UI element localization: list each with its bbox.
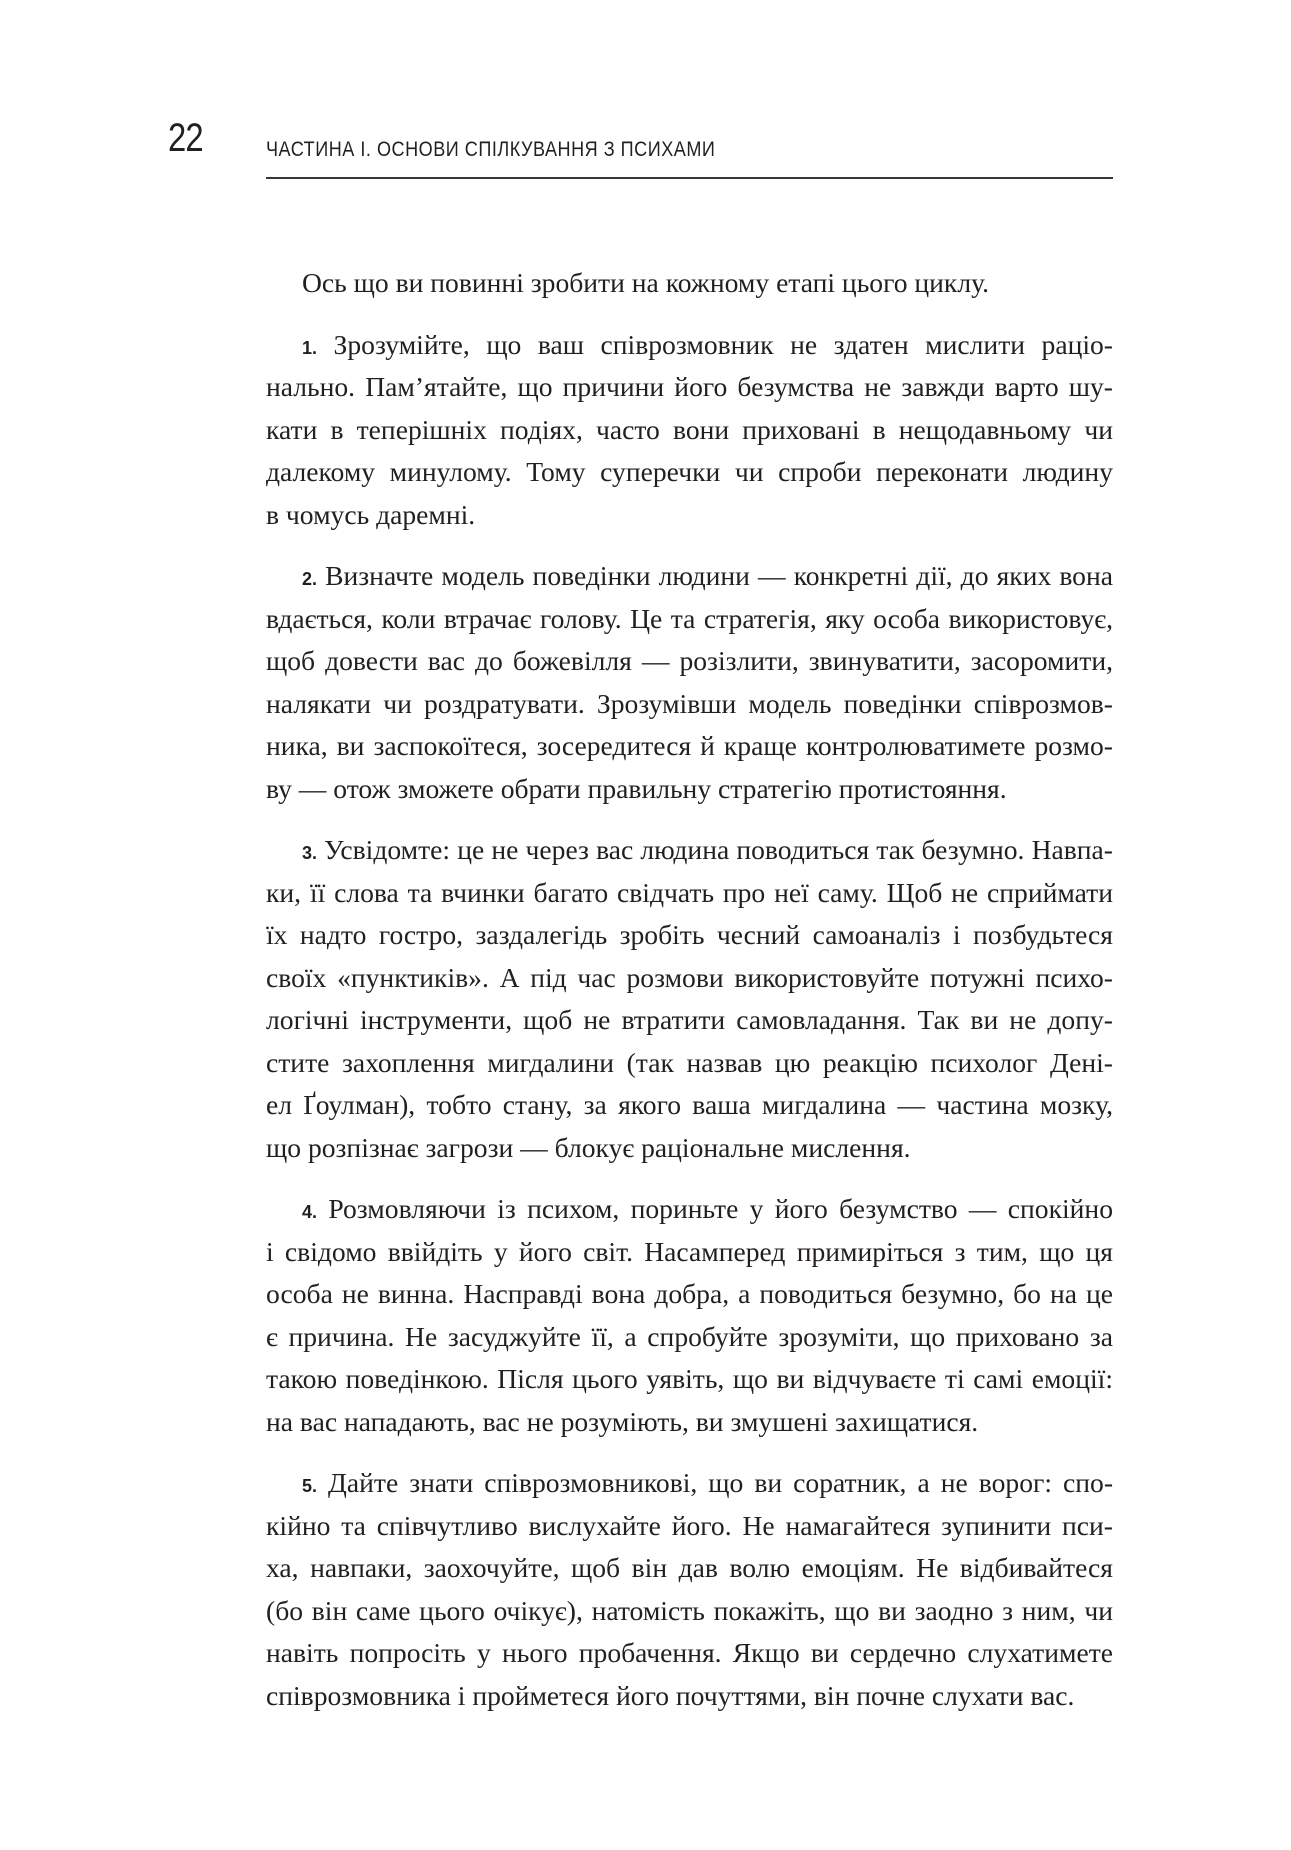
list-item (266, 829, 1113, 1169)
text-line (266, 366, 1113, 409)
text-line (266, 598, 1113, 641)
text-line (266, 409, 1113, 452)
text-line (266, 1401, 1113, 1444)
list-item (266, 555, 1113, 810)
body-text (266, 262, 1113, 1736)
text-line (266, 1547, 1113, 1590)
text-line (266, 768, 1113, 811)
text-line (266, 1462, 1113, 1505)
line-text: співрозмовника і пройметеся його почуттями, він почне слухати вас. (266, 1679, 1075, 1711)
line-text: навіть попросіть у нього пробачення. Якщо ви сердечно слухатимете (266, 1637, 1113, 1668)
text-line (266, 451, 1113, 494)
list-item (266, 1462, 1113, 1717)
list-item (266, 324, 1113, 537)
line-text: Розмовляючи із психом, пориньте у його безумство — спокійно (328, 1193, 1113, 1224)
line-text: Усвідомте: це не через вас людина поводиться так безумно. Навпа- (324, 834, 1113, 865)
text-line (266, 683, 1113, 726)
numbered-list (266, 324, 1113, 1718)
text-line (266, 1632, 1113, 1675)
line-text: налякати чи роздратувати. Зрозумівши модель поведінки співрозмов- (266, 687, 1113, 719)
line-text: Зрозумійте, що ваш співрозмовник не здатен мислити раціо- (333, 328, 1113, 360)
header-rule (266, 177, 1113, 179)
text-line (266, 1590, 1113, 1633)
line-text: ха, навпаки, заохочуйте, щоб він дав волю емоціям. Не відбивайтеся (266, 1552, 1113, 1583)
line-text: кати в теперішніх подіях, часто вони приховані в нещодавньому чи (266, 413, 1113, 445)
line-text: Дайте знати співрозмовникові, що ви соратник, а не ворог: спо- (328, 1467, 1114, 1498)
text-line (266, 1042, 1113, 1085)
line-text: Визначте модель поведінки людини — конкретні дії, до яких вона (325, 560, 1113, 591)
line-text: нально. Пам’ятайте, що причини його безумства не завжди варто шу- (266, 371, 1113, 402)
text-line (266, 1188, 1113, 1231)
text-line (266, 1316, 1113, 1359)
line-text: далекому минулому. Тому суперечки чи спроби переконати людину (266, 456, 1113, 487)
text-line (266, 725, 1113, 768)
text-line (266, 324, 1113, 367)
line-text: в чомусь даремні. (266, 498, 476, 530)
intro-paragraph: Ось що ви повинні зробити на кожному етапі цього циклу. (302, 267, 990, 298)
text-line (266, 640, 1113, 683)
line-text: ел Ґоулман), тобто стану, за якого ваша мигдалина — частина мозку, (266, 1089, 1113, 1120)
item-number: 3. (302, 843, 318, 863)
text-line (266, 872, 1113, 915)
text-line (266, 555, 1113, 598)
item-number: 1. (302, 337, 318, 358)
text-line (266, 1675, 1113, 1718)
line-text: ки, її слова та вчинки багато свідчать про неї саму. Щоб не сприймати (266, 876, 1113, 908)
text-line (266, 494, 1113, 537)
running-head: ЧАСТИНА І. ОСНОВИ СПІЛКУВАННЯ З ПСИХАМИ (266, 138, 716, 161)
text-line (266, 1084, 1113, 1127)
line-text: і свідомо ввійдіть у його світ. Насамперед примиріться з тим, що ця (266, 1235, 1113, 1267)
text-line (266, 999, 1113, 1042)
line-text: їх надто гостро, заздалегідь зробіть чесний самоаналіз і позбудьтеся (266, 919, 1113, 950)
text-line (266, 957, 1113, 1000)
line-text: щоб довести вас до божевілля — розізлити, звинуватити, засоромити, (266, 645, 1113, 676)
text-line (266, 829, 1113, 872)
text-line (266, 1505, 1113, 1548)
line-text: є причина. Не засуджуйте її, а спробуйте зрозуміти, що приховано за (266, 1320, 1113, 1352)
line-text: ника, ви заспокоїтеся, зосередитеся й краще контролюватимете розмо- (266, 730, 1113, 761)
list-item (266, 1188, 1113, 1443)
line-text: на вас нападають, вас не розуміють, ви змушені захищатися. (266, 1405, 979, 1437)
line-text: своїх «пунктиків». А під час розмови використовуйте потужні психо- (266, 961, 1113, 993)
text-line (266, 1231, 1113, 1274)
page-number: 22 (168, 116, 203, 160)
item-number: 5. (302, 1476, 318, 1496)
line-text: що розпізнає загрози — блокує раціональне мислення. (266, 1131, 911, 1163)
text-line (266, 914, 1113, 957)
text-line (266, 1273, 1113, 1316)
line-text: такою поведінкою. Після цього уявіть, що ви відчуваєте ті самі емоції: (266, 1363, 1113, 1394)
line-text: логічні інструменти, щоб не втратити самовладання. Так ви не допу- (266, 1004, 1113, 1035)
line-text: кійно та співчутливо вислухайте його. Не намагайтеся зупинити пси- (266, 1509, 1113, 1541)
line-text: ву — отож зможете обрати правильну стратегію протистояння. (266, 772, 1007, 804)
item-number: 4. (302, 1202, 318, 1222)
line-text: стите захоплення мигдалини (так назвав цю реакцію психолог Дені- (266, 1046, 1113, 1078)
line-text: вдається, коли втрачає голову. Це та стратегія, яку особа використовує, (266, 602, 1113, 634)
text-line (266, 1358, 1113, 1401)
item-number: 2. (302, 569, 318, 589)
line-text: (бо він саме цього очікує), натомість покажіть, що ви заодно з ним, чи (266, 1594, 1113, 1626)
line-text: особа не винна. Насправді вона добра, а поводиться безумно, бо на це (266, 1278, 1113, 1309)
text-line (266, 1127, 1113, 1170)
